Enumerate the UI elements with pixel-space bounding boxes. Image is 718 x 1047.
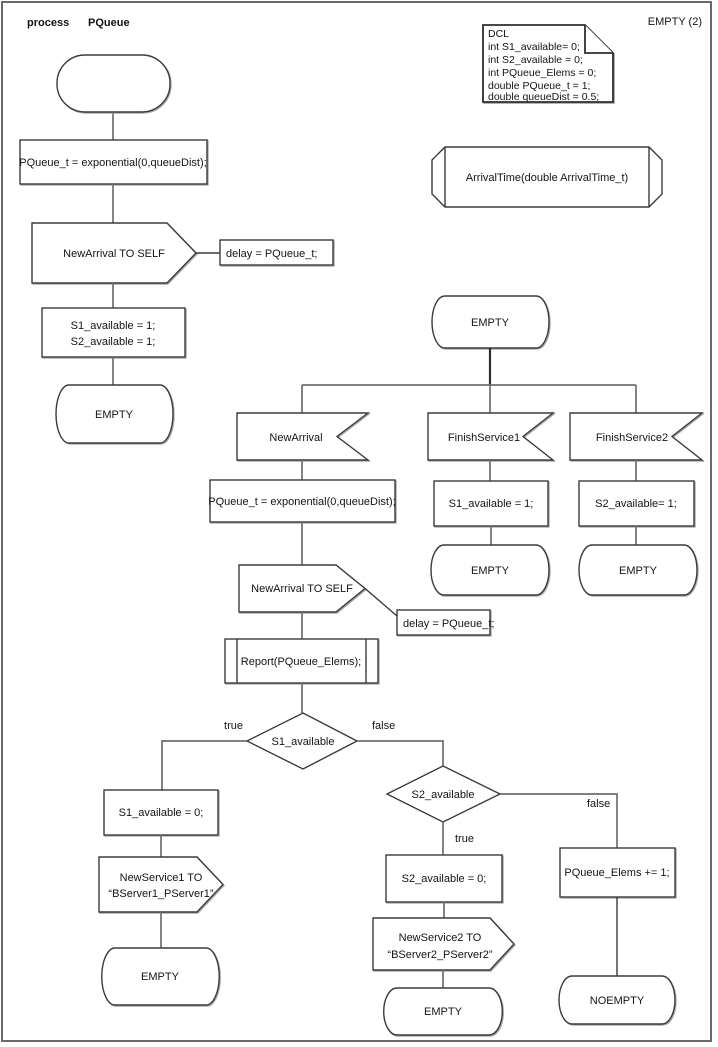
task-set-pqueue-t-2: [208, 480, 395, 522]
start-symbol: [57, 55, 170, 112]
dcl-line: int S1_available= 0;: [488, 41, 580, 53]
state-empty-fs2: [579, 545, 697, 595]
task-s2-available-1: [579, 481, 694, 526]
dcl-line: double PQueue_t = 1;: [488, 80, 591, 92]
output-label-line2: “BServer1_PServer1”: [108, 888, 214, 900]
task-label: PQueue_t = exponential(0,queueDist);: [19, 157, 207, 169]
task-label: S1_available = 0;: [118, 807, 204, 819]
output-label-line1: NewService1 TO: [119, 872, 203, 884]
dcl-line: int S2_available = 0;: [488, 54, 583, 66]
output-newservice1: [99, 857, 223, 912]
branch-label-false: false: [587, 798, 611, 810]
procedure-label: ArrivalTime(double ArrivalTime_t): [465, 172, 629, 184]
output-newarrival-to-self: [32, 223, 196, 283]
state-noempty: [559, 976, 675, 1024]
input-label: FinishService1: [447, 432, 521, 444]
procedure-declaration: [432, 147, 662, 207]
task-label: PQueue_Elems += 1;: [564, 867, 670, 879]
task-s2-available-0: [386, 855, 502, 902]
dcl-line: int PQueue_Elems = 0;: [488, 67, 597, 79]
task-label: S2_available= 1;: [595, 498, 677, 510]
task-label: S2_available = 0;: [401, 873, 487, 885]
input-label: FinishService2: [595, 432, 669, 444]
branch-label-false: false: [372, 720, 396, 732]
procedure-call-report: [225, 639, 378, 683]
task-init-availability: [42, 308, 185, 357]
state-empty-ns2: [384, 988, 503, 1035]
dcl-line: double queueDist = 0.5;: [488, 91, 600, 103]
input-label: NewArrival: [269, 432, 323, 444]
comment-label: delay = PQueue_t;: [403, 618, 495, 630]
task-label-line1: S1_available = 1;: [70, 320, 156, 332]
state-empty-top: [432, 296, 549, 348]
page-number-label: EMPTY (2): [647, 16, 702, 28]
state-label: EMPTY: [95, 409, 133, 421]
branch-label-true: true: [455, 833, 474, 845]
dcl-line: DCL: [488, 28, 510, 40]
task-label-line2: S2_available = 1;: [70, 336, 156, 348]
call-label: Report(PQueue_Elems);: [240, 656, 362, 668]
state-empty-start: [56, 385, 173, 443]
output-label-line1: NewService2 TO: [398, 932, 482, 944]
task-label: PQueue_t = exponential(0,queueDist);: [208, 496, 396, 508]
comment-label: delay = PQueue_t;: [226, 248, 318, 260]
output-newservice2: [373, 918, 514, 970]
output-label-line2: “BServer2_PServer2”: [387, 949, 493, 961]
state-empty-fs1: [431, 545, 549, 595]
task-set-pqueue-t: [19, 140, 207, 184]
decision-label: S2_available: [411, 789, 475, 801]
state-label: EMPTY: [141, 971, 179, 983]
task-label: S1_available = 1;: [448, 498, 534, 510]
state-label: EMPTY: [619, 565, 657, 577]
state-empty-ns1: [102, 948, 219, 1005]
output-label: NewArrival TO SELF: [63, 248, 165, 260]
state-label: EMPTY: [471, 565, 509, 577]
task-s1-available-0: [104, 790, 218, 835]
branch-label-true: true: [224, 720, 243, 732]
task-s1-available-1: [434, 481, 548, 526]
decision-label: S1_available: [271, 736, 335, 748]
process-keyword: process: [27, 17, 70, 29]
task-enqueue: [560, 848, 675, 897]
comment-delay: [220, 240, 333, 265]
output-label: NewArrival TO SELF: [251, 583, 353, 595]
state-label: NOEMPTY: [589, 995, 645, 1007]
state-label: EMPTY: [424, 1006, 462, 1018]
state-label: EMPTY: [471, 317, 509, 329]
comment-delay-2: [397, 610, 494, 635]
process-name: PQueue: [88, 17, 130, 29]
declarations-note: [483, 25, 613, 103]
